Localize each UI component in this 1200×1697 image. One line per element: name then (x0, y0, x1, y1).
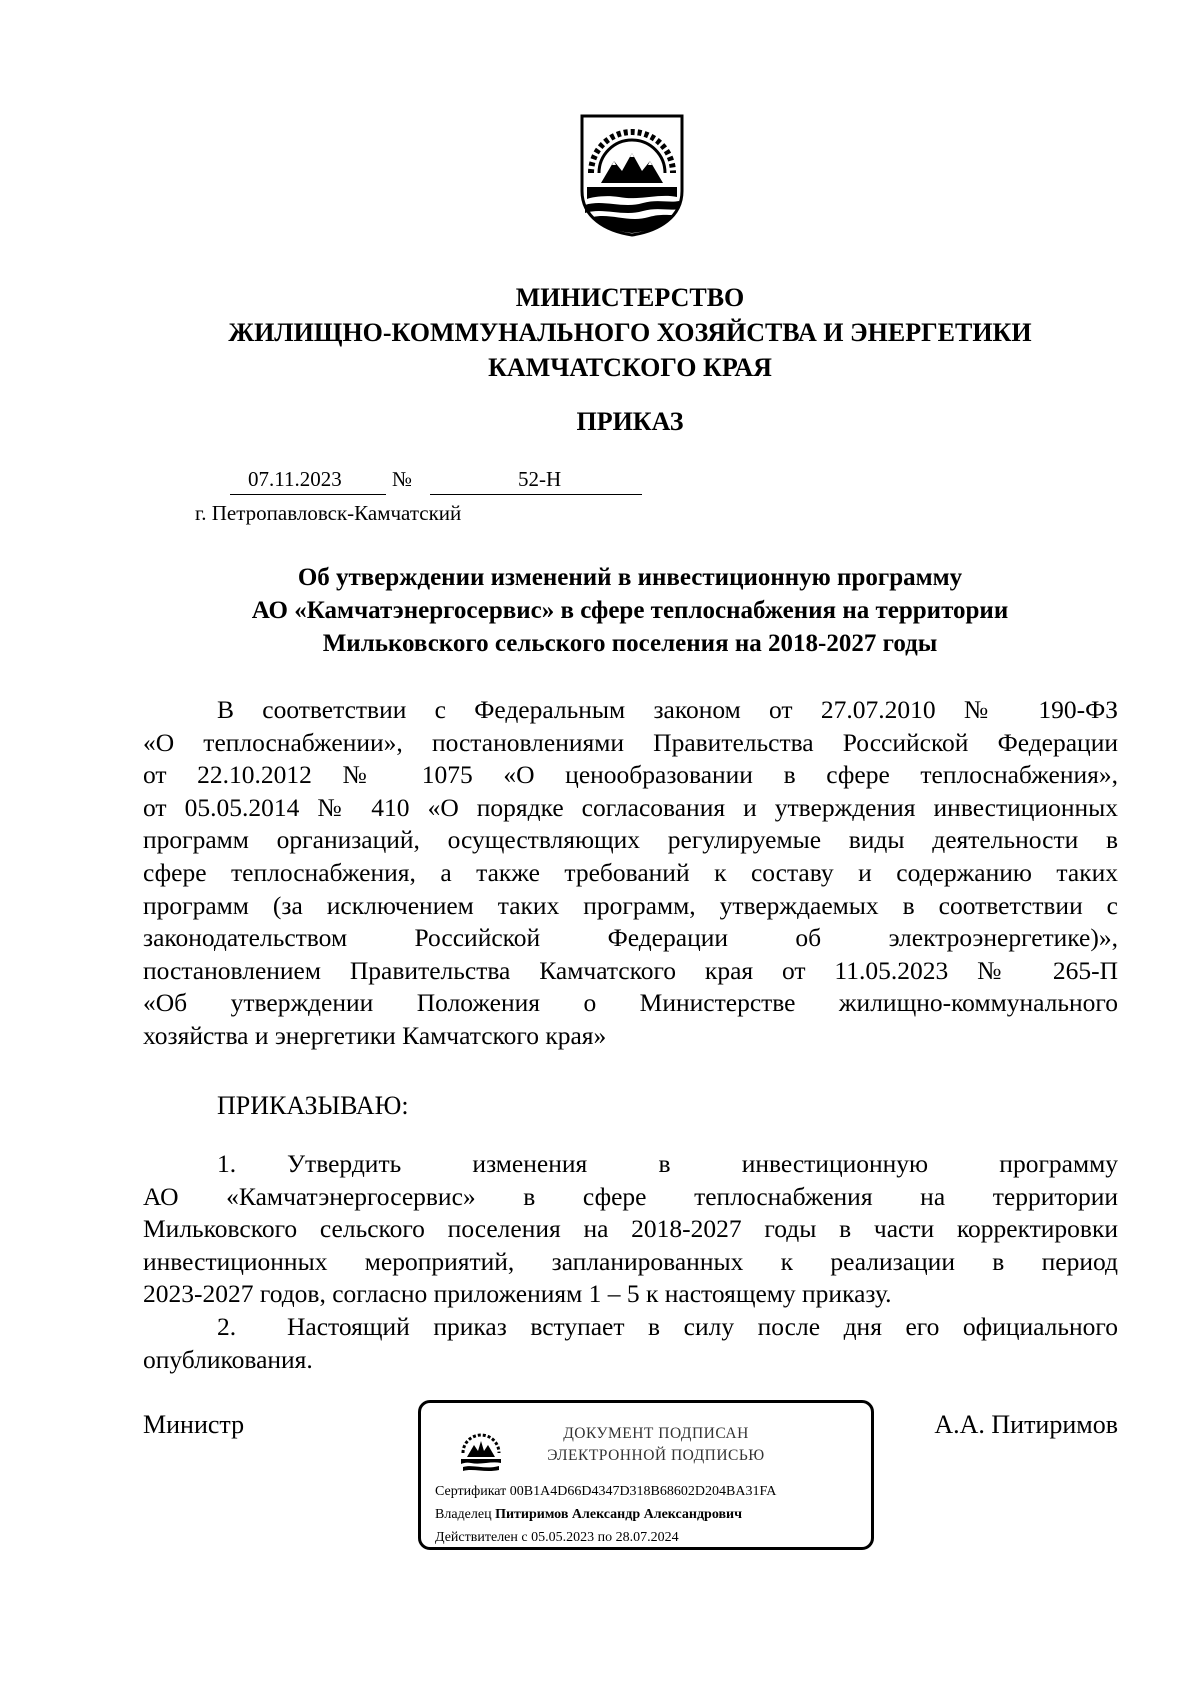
ministry-line: МИНИСТЕРСТВО (515, 283, 745, 312)
e-signature-stamp (418, 1400, 874, 1550)
ministry-line: КАМЧАТСКОГО КРАЯ (488, 353, 772, 382)
valid-from: 05.05.2023 (531, 1530, 595, 1545)
valid-to-label: по (597, 1530, 613, 1545)
document-type: ПРИКАЗ (576, 407, 684, 436)
order-word: ПРИКАЗЫВАЮ: (217, 1091, 409, 1120)
subject-line: Мильковского сельского поселения на 2018-2027 годы (322, 630, 938, 657)
preamble-line: программ (за исключением таких программ, утверждаемых в соответствии с (143, 890, 1118, 920)
preamble-line: сфере теплоснабжения, а также требований к составу и содержанию таких (143, 857, 1118, 887)
subject-line: АО «Камчатэнергосервис» в сфере теплоснабжения на территории (251, 597, 1009, 624)
number-underline (430, 494, 642, 495)
preamble-line: «Об утверждении Положения о Министерстве жилищно-коммунального (143, 988, 1118, 1018)
certificate-label: Сертификат (435, 1484, 507, 1499)
stamp-heading-line: ДОКУМЕНТ ПОДПИСАН (563, 1425, 749, 1442)
stamp-validity (435, 1529, 679, 1547)
valid-to: 28.07.2024 (615, 1530, 679, 1545)
preamble-line: от 05.05.2014 № 410 «О порядке согласования и утверждения инвестиционных (143, 792, 1118, 822)
item-text: Утвердить изменения в инвестиционную программу (287, 1149, 1118, 1178)
stamp-emblem-icon (457, 1425, 505, 1473)
order-subject (140, 561, 1120, 660)
preamble-line: хозяйства и энергетики Камчатского края» (143, 1020, 607, 1050)
preamble-line: «О теплоснабжении», постановлениями Правительства Российской Федерации (143, 727, 1118, 757)
city-name: г. Петропавловск-Камчатский (195, 501, 462, 525)
stamp-heading-line: ЭЛЕКТРОННОЙ ПОДПИСЬЮ (547, 1447, 765, 1464)
certificate-value: 00B1A4D66D4347D318B68602D204BA31FA (509, 1484, 777, 1499)
ministry-line: ЖИЛИЩНО-КОММУНАЛЬНОГО ХОЗЯЙСТВА И ЭНЕРГЕТИКИ (228, 318, 1032, 347)
valid-label: Действителен с (435, 1530, 528, 1545)
stamp-heading (531, 1423, 781, 1467)
item-text: Настоящий приказ вступает в силу после дня его официального (287, 1312, 1118, 1341)
coat-of-arms-icon (579, 113, 685, 237)
order-item-1 (143, 1148, 1118, 1311)
number-sign: № (392, 467, 413, 491)
signer-name: А.А. Питиримов (934, 1410, 1118, 1439)
preamble-paragraph (143, 694, 1118, 1053)
preamble-line: законодательством Российской Федерации об электроэнергетике)», (143, 923, 1118, 953)
item-number: 1. (217, 1149, 237, 1178)
order-number: 52-Н (518, 467, 562, 491)
signer-title: Министр (143, 1410, 245, 1439)
owner-label: Владелец (435, 1507, 492, 1522)
ministry-name (140, 280, 1120, 385)
order-date: 07.11.2023 (248, 467, 342, 491)
item-line: АО «Камчатэнергосервис» в сфере теплоснабжения на территории (143, 1181, 1118, 1211)
item-line (143, 1148, 1118, 1181)
date-underline (230, 494, 386, 495)
subject-line: Об утверждении изменений в инвестиционную программу (297, 564, 963, 591)
owner-value: Питиримов Александр Александрович (495, 1507, 742, 1522)
order-item-2 (143, 1311, 1118, 1376)
preamble-line: от 22.10.2012 № 1075 «О ценообразовании в сфере теплоснабжения», (143, 760, 1118, 790)
item-line (143, 1311, 1118, 1344)
preamble-line: В соответствии с Федеральным законом от 27.07.2010 № 190-ФЗ (217, 695, 1118, 724)
item-line: опубликования. (143, 1344, 313, 1374)
preamble-line: постановлением Правительства Камчатского края от 11.05.2023 № 265-П (143, 955, 1118, 985)
stamp-certificate (435, 1483, 776, 1501)
item-line: Мильковского сельского поселения на 2018-2027 годы в части корректировки (143, 1214, 1118, 1244)
item-line: инвестиционных мероприятий, запланированных к реализации в период (143, 1246, 1118, 1276)
preamble-line: программ организаций, осуществляющих регулируемые виды деятельности в (143, 825, 1118, 855)
item-number: 2. (217, 1312, 237, 1341)
item-line: 2023-2027 годов, согласно приложениям 1 – 5 к настоящему приказу. (143, 1279, 892, 1309)
stamp-owner (435, 1506, 742, 1524)
